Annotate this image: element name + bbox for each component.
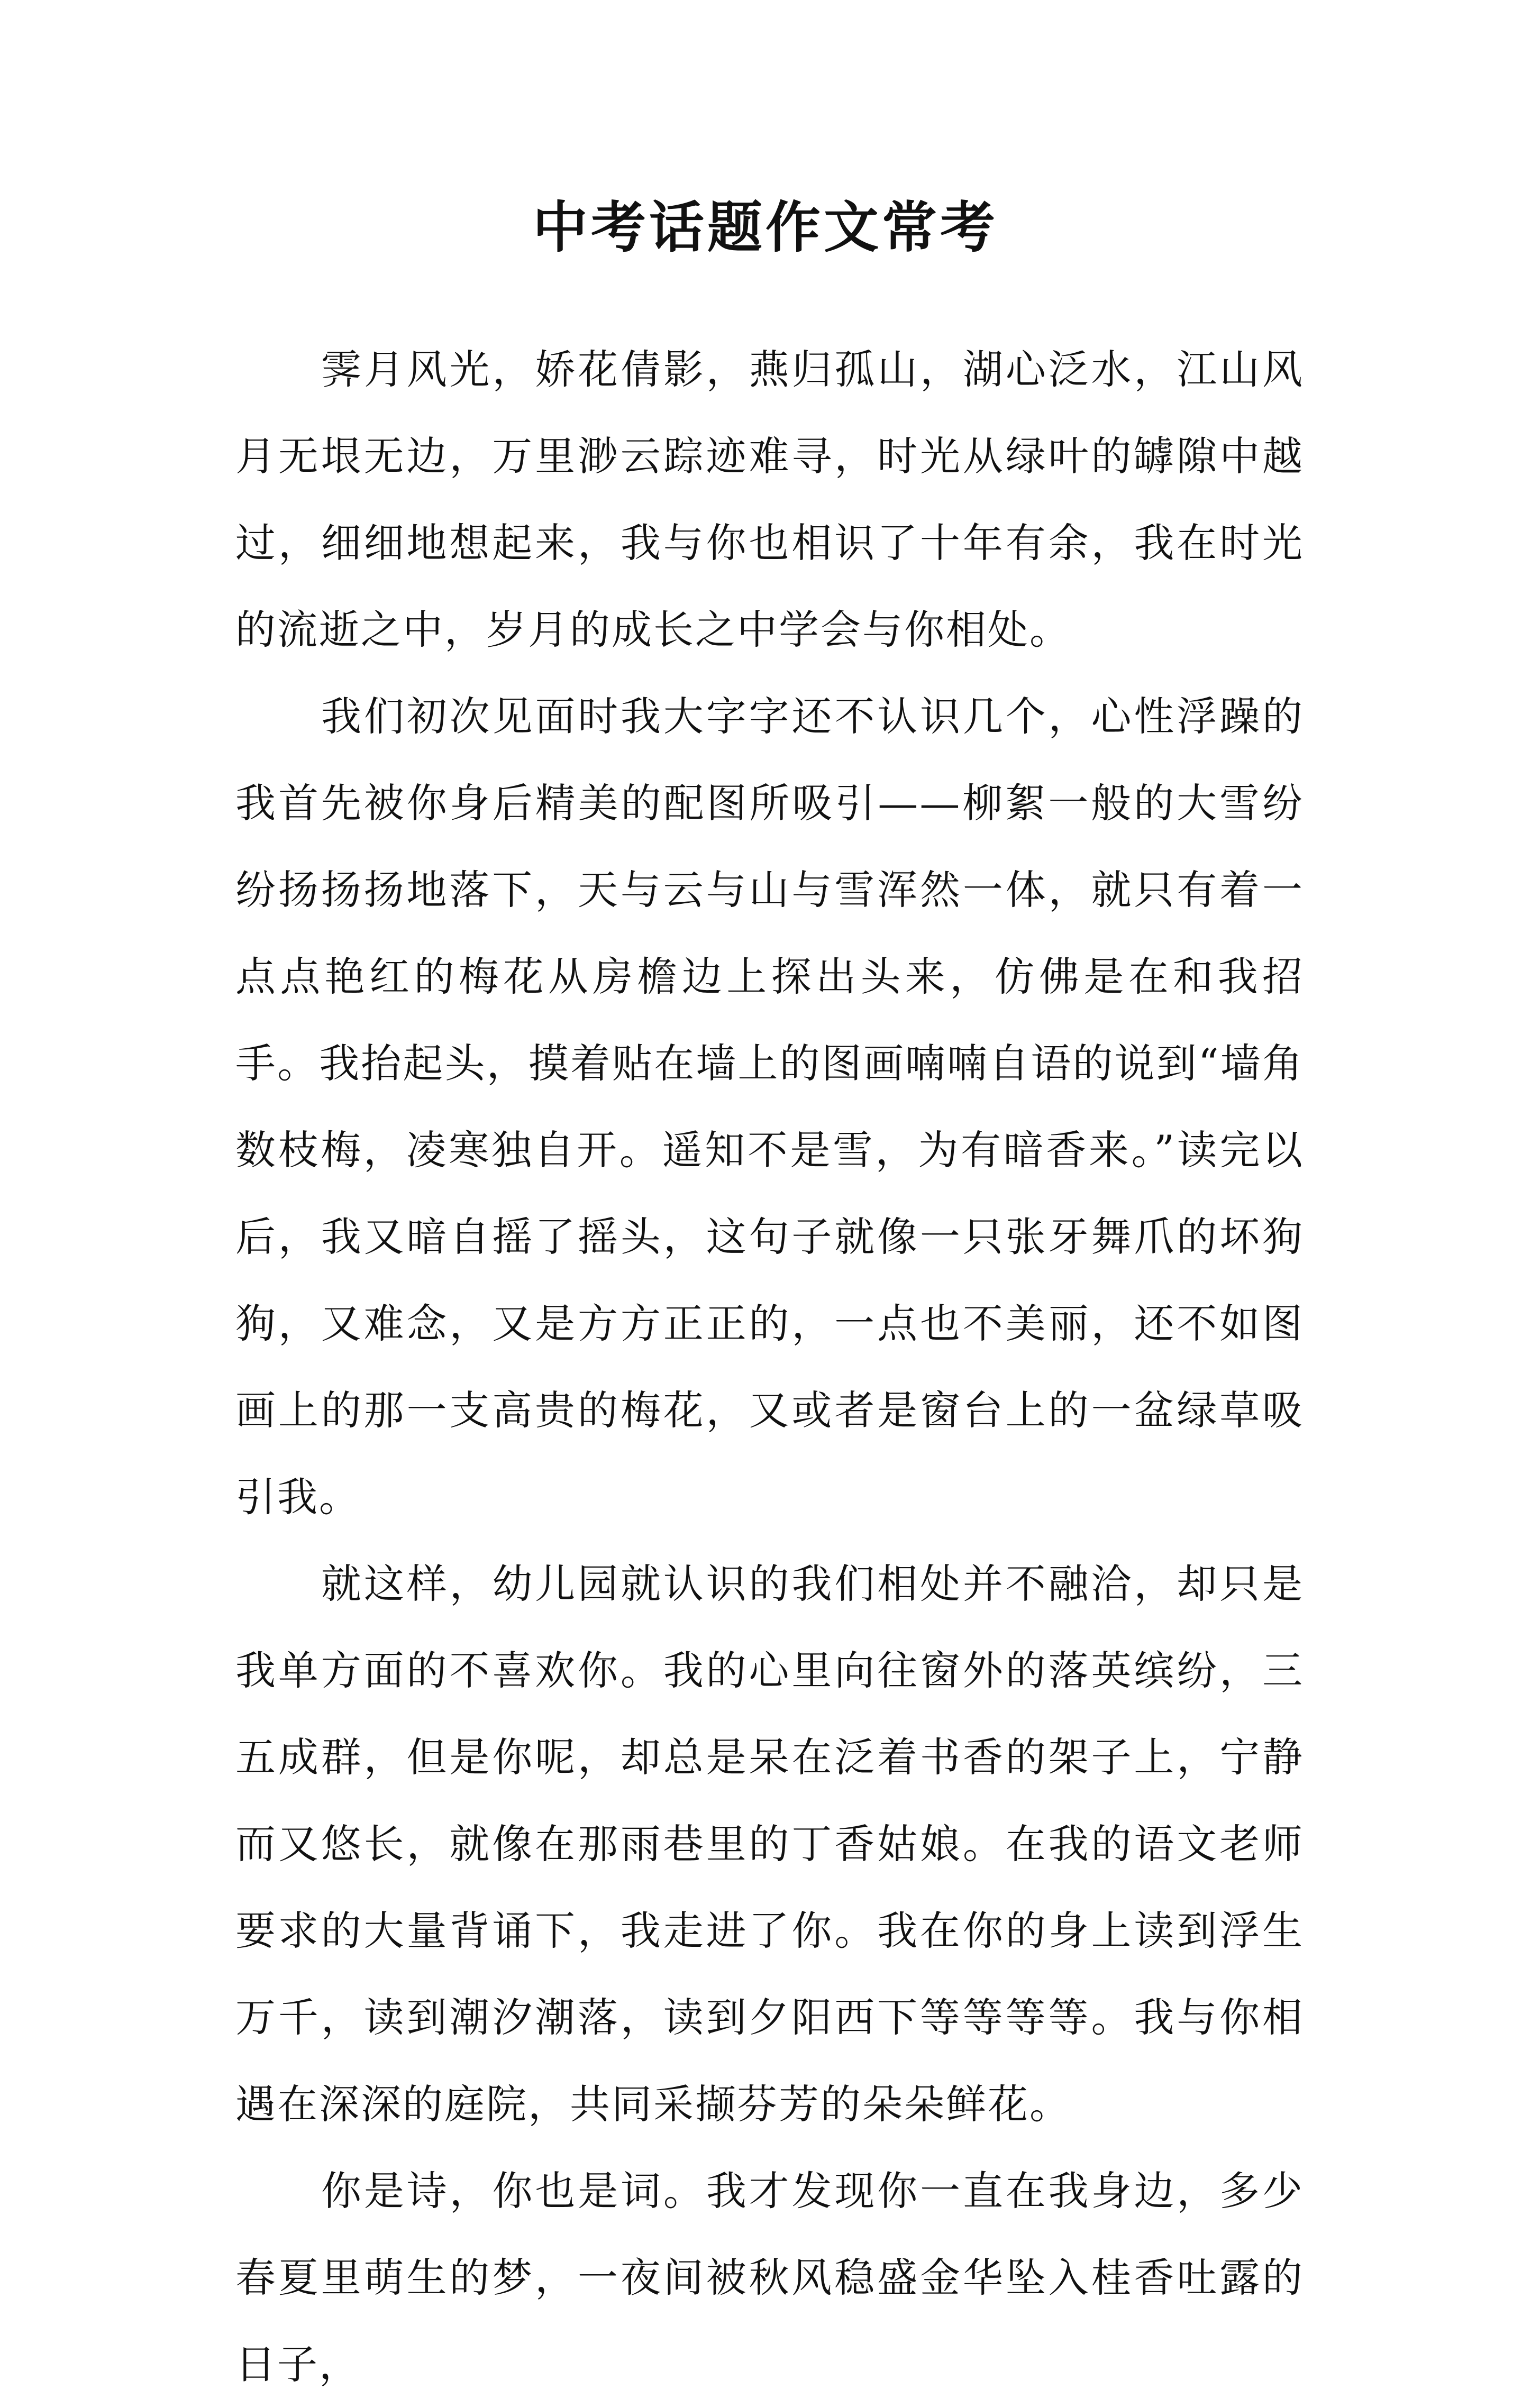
document-title: 中考话题作文常考 (532, 195, 998, 260)
document-body (235, 326, 1304, 2408)
paragraph-3: 就这样，幼儿园就认识的我们相处并不融洽，却只是我单方面的不喜欢你。我的心里向往窗外的落英缤纷，三五成群，但是你呢，却总是呆在泛着书香的架子上，宁静而又悠长，就像在那雨巷里的丁香姑娘。在我的语文老师要求的大量背诵下，我走进了你。我在你的身上读到浮生万千，读到潮汐潮落，读到夕阳西下等等等等。我与你相遇在深深的庭院，共同采撷芬芳的朵朵鲜花。 (235, 1560, 1304, 2128)
paragraph-1: 霁月风光，娇花倩影，燕归孤山，湖心泛水，江山风月无垠无边，万里渺云踪迹难寻，时光从绿叶的罅隙中越过，细细地想起来，我与你也相识了十年有余，我在时光的流逝之中，岁月的成长之中学会与你相处。 (235, 346, 1304, 653)
paragraph-2: 我们初次见面时我大字字还不认识几个，心性浮躁的我首先被你身后精美的配图所吸引——柳絮一般的大雪纷纷扬扬扬地落下，天与云与山与雪浑然一体，就只有着一点点艳红的梅花从房檐边上探出头来，仿佛是在和我招手。我抬起头，摸着贴在墙上的图画喃喃自语的说到“墙角数枝梅，凌寒独自开。遥知不是雪，为有暗香来。”读完以后，我又暗自摇了摇头，这句子就像一只张牙舞爪的坏狗狗，又难念，又是方方正正的，一点也不美丽，还不如图画上的那一支高贵的梅花，又或者是窗台上的一盆绿草吸引我。 (235, 693, 1304, 1521)
paragraph-4: 你是诗，你也是词。我才发现你一直在我身边，多少春夏里萌生的梦，一夜间被秋风稳盛金华坠入桂香吐露的日子， (235, 2167, 1304, 2388)
